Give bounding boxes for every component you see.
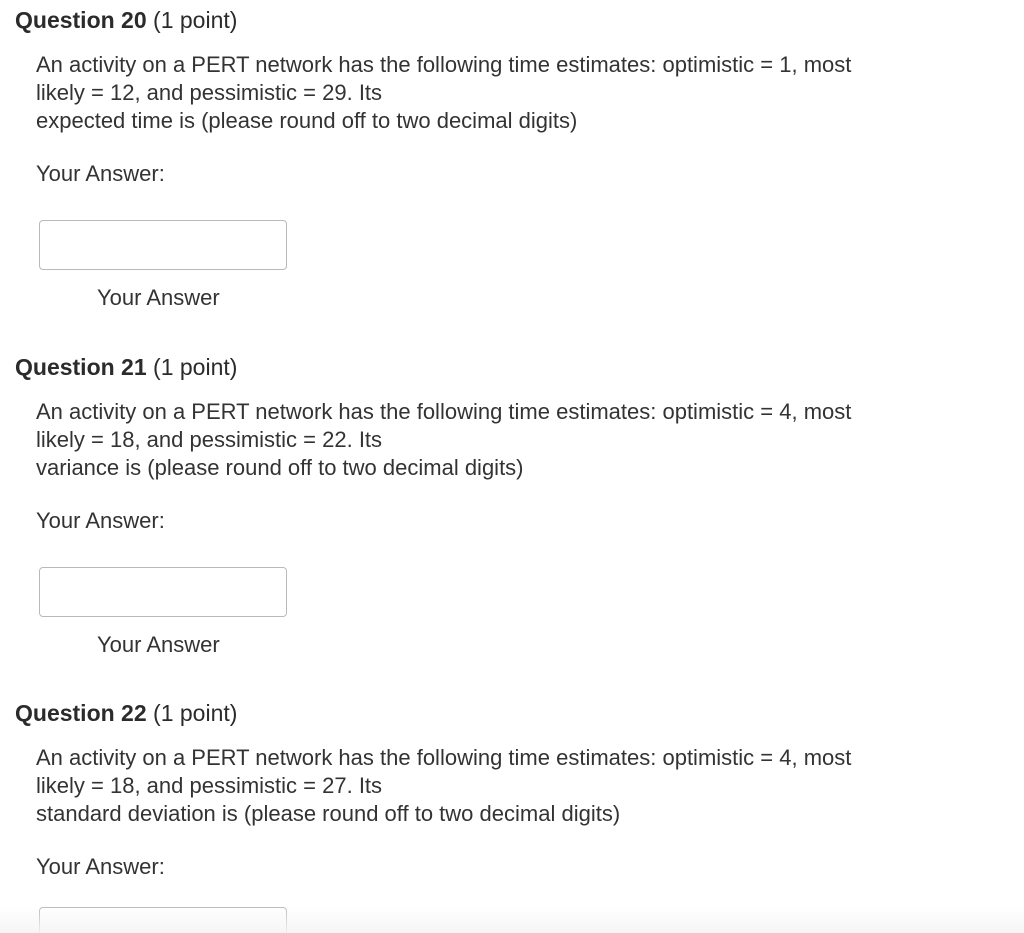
answer-label: Your Answer: (36, 854, 165, 879)
question-points: (1 point) (153, 700, 238, 726)
question-header (15, 699, 237, 727)
answer-label: Your Answer: (36, 161, 165, 186)
answer-input[interactable] (39, 567, 287, 617)
question-title: Question 22 (15, 700, 147, 726)
question-text-line: An activity on a PERT network has the following time estimates: optimistic = 4, most (36, 745, 852, 770)
question-text (36, 744, 936, 828)
question-21 (0, 353, 1024, 683)
answer-label: Your Answer: (36, 508, 165, 533)
question-22 (0, 699, 1024, 933)
question-title: Question 21 (15, 354, 147, 380)
answer-caption: Your Answer (97, 632, 220, 657)
answer-caption: Your Answer (97, 285, 220, 310)
question-points: (1 point) (153, 354, 238, 380)
question-text-line: likely = 18, and pessimistic = 22. Its (36, 427, 383, 452)
question-text-line: likely = 18, and pessimistic = 27. Its (36, 773, 383, 798)
question-text-line: variance is (please round off to two decimal digits) (36, 455, 524, 480)
question-text-line: standard deviation is (please round off to two decimal digits) (36, 801, 621, 826)
question-text (36, 398, 936, 482)
question-text-line: An activity on a PERT network has the following time estimates: optimistic = 1, most (36, 52, 852, 77)
question-text-line: An activity on a PERT network has the following time estimates: optimistic = 4, most (36, 399, 852, 424)
question-header (15, 353, 237, 381)
question-title: Question 20 (15, 7, 147, 33)
answer-input[interactable] (39, 907, 287, 933)
question-20 (0, 6, 1024, 336)
question-header (15, 6, 237, 34)
question-text-line: expected time is (please round off to two decimal digits) (36, 108, 578, 133)
question-text-line: likely = 12, and pessimistic = 29. Its (36, 80, 383, 105)
question-text (36, 51, 936, 135)
answer-input[interactable] (39, 220, 287, 270)
question-points: (1 point) (153, 7, 238, 33)
